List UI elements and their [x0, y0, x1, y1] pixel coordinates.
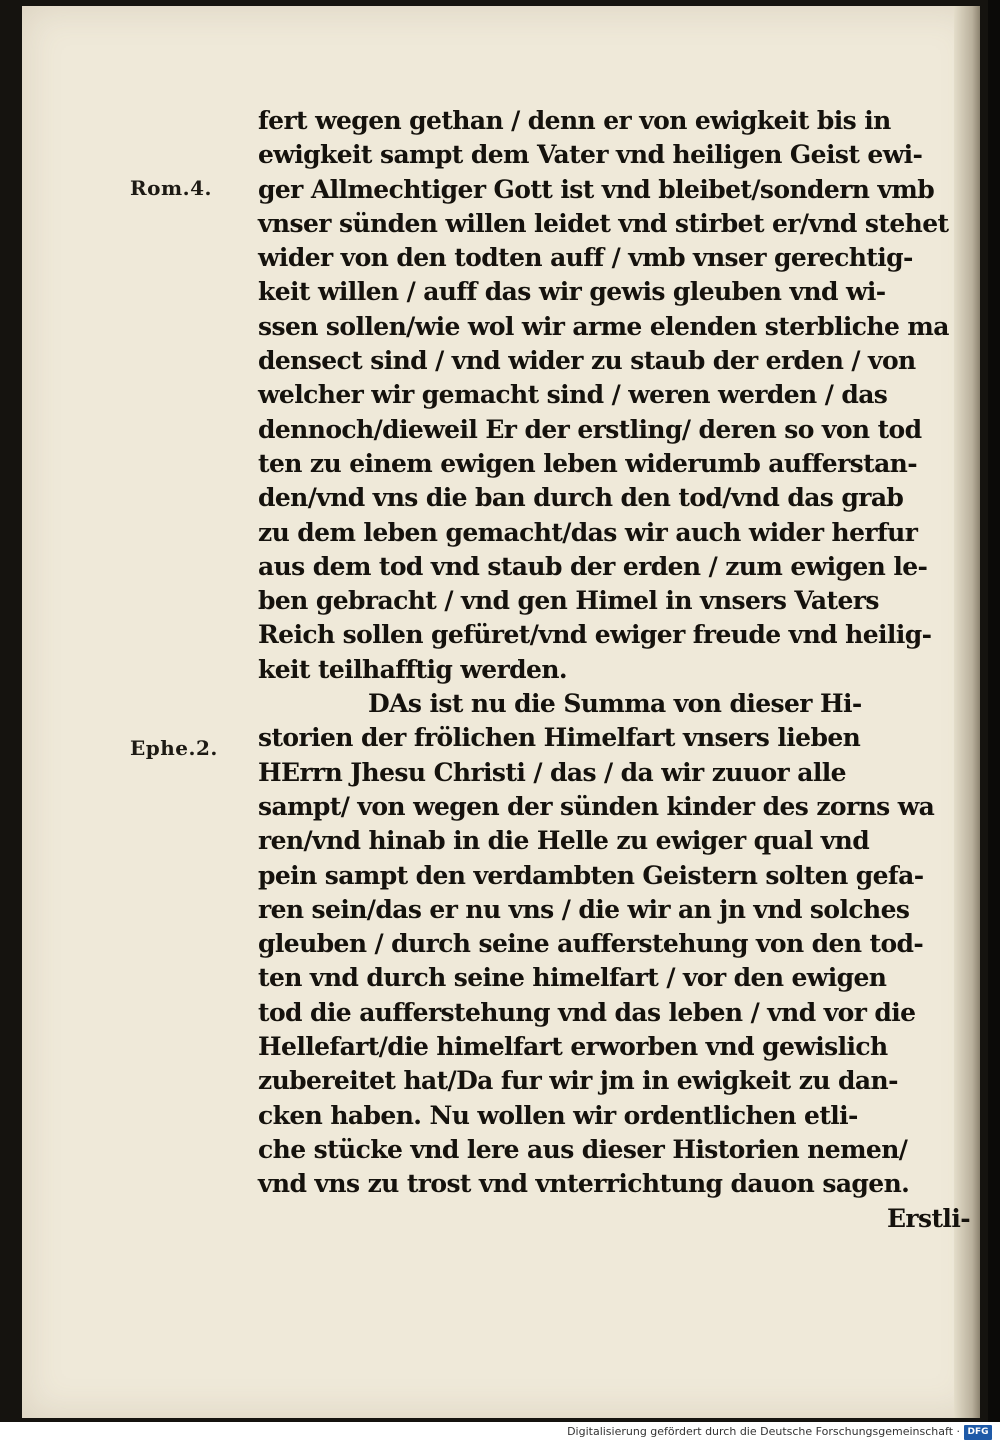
- text-line: wider von den todten auff / vmb vnser gerechtig-: [258, 243, 913, 273]
- text-line: ben gebracht / vnd gen Himel in vnsers Vaters: [258, 586, 879, 616]
- funding-credit: Digitalisierung gefördert durch die Deutsche Forschungsgemeinschaft ·: [567, 1425, 960, 1438]
- text-line: ten zu einem ewigen leben widerumb aufferstan-: [258, 448, 918, 478]
- text-line: ren/vnd hinab in die Helle zu ewiger qual vnd: [258, 826, 870, 856]
- text-line: cken haben. Nu wollen wir ordentlichen etli-: [258, 1100, 858, 1130]
- text-line: fert wegen gethan / denn er von ewigkeit bis in: [258, 106, 891, 135]
- text-line: tod die aufferstehung vnd das leben / vnd vor die: [258, 997, 916, 1027]
- text-line: welcher wir gemacht sind / weren werden / das: [258, 380, 888, 410]
- text-line: zu dem leben gemacht/das wir auch wider herfur: [258, 517, 918, 547]
- scan-edge-bar: [988, 0, 1000, 1422]
- text-line: gleuben / durch seine aufferstehung von den tod-: [258, 929, 924, 959]
- text-line: pein sampt den verdambten Geistern solten gefa-: [258, 860, 924, 890]
- text-line: keit willen / auff das wir gewis gleuben vnd wi-: [258, 277, 886, 307]
- text-line: keit teilhafftig werden.: [258, 654, 568, 684]
- margin-note-ephe: Ephe.2.: [130, 736, 218, 760]
- text-line: ewigkeit sampt dem Vater vnd heiligen Geist ewi-: [258, 140, 923, 170]
- text-line: HErrn Jhesu Christi / das / da wir zuuor alle: [258, 757, 846, 787]
- text-line: ren sein/das er nu vns / die wir an jn vnd solches: [258, 894, 910, 924]
- text-line: Hellefart/die himelfart erworben vnd gewislich: [258, 1032, 888, 1062]
- text-line: dennoch/dieweil Er der erstling/ deren so von tod: [258, 414, 922, 444]
- text-line: ssen sollen/wie wol wir arme elenden sterbliche ma: [258, 311, 949, 341]
- body-text: [258, 104, 970, 1236]
- text-line: che stücke vnd lere aus dieser Historien nemen/: [258, 1134, 908, 1164]
- paragraph-start-line: DAs ist nu die Summa von dieser Hi-: [368, 689, 862, 719]
- text-line: vnd vns zu trost vnd vnterrichtung dauon sagen.: [258, 1169, 910, 1199]
- text-line: sampt/ von wegen der sünden kinder des zorns wa: [258, 791, 935, 821]
- text-line: vnser sünden willen leidet vnd stirbet er/vnd stehet: [258, 208, 949, 238]
- text-line: aus dem tod vnd staub der erden / zum ewigen le-: [258, 551, 928, 581]
- text-line: Reich sollen gefüret/vnd ewiger freude vnd heilig-: [258, 620, 932, 650]
- text-line: ten vnd durch seine himelfart / vor den ewigen: [258, 963, 887, 993]
- footer-bar: [0, 1422, 1000, 1444]
- text-line: den/vnd vns die ban durch den tod/vnd das grab: [258, 483, 904, 513]
- dfg-logo-icon: DFG: [964, 1425, 992, 1440]
- text-line: ger Allmechtiger Gott ist vnd bleibet/sondern vmb: [258, 174, 935, 204]
- text-line: storien der frölichen Himelfart vnsers lieben: [258, 723, 861, 753]
- catchword: Erstli-: [886, 1203, 970, 1233]
- text-line: zubereitet hat/Da fur wir jm in ewigkeit zu dan-: [258, 1066, 898, 1096]
- margin-note-rom: Rom.4.: [130, 176, 212, 200]
- text-line: densect sind / vnd wider zu staub der erden / von: [258, 346, 916, 376]
